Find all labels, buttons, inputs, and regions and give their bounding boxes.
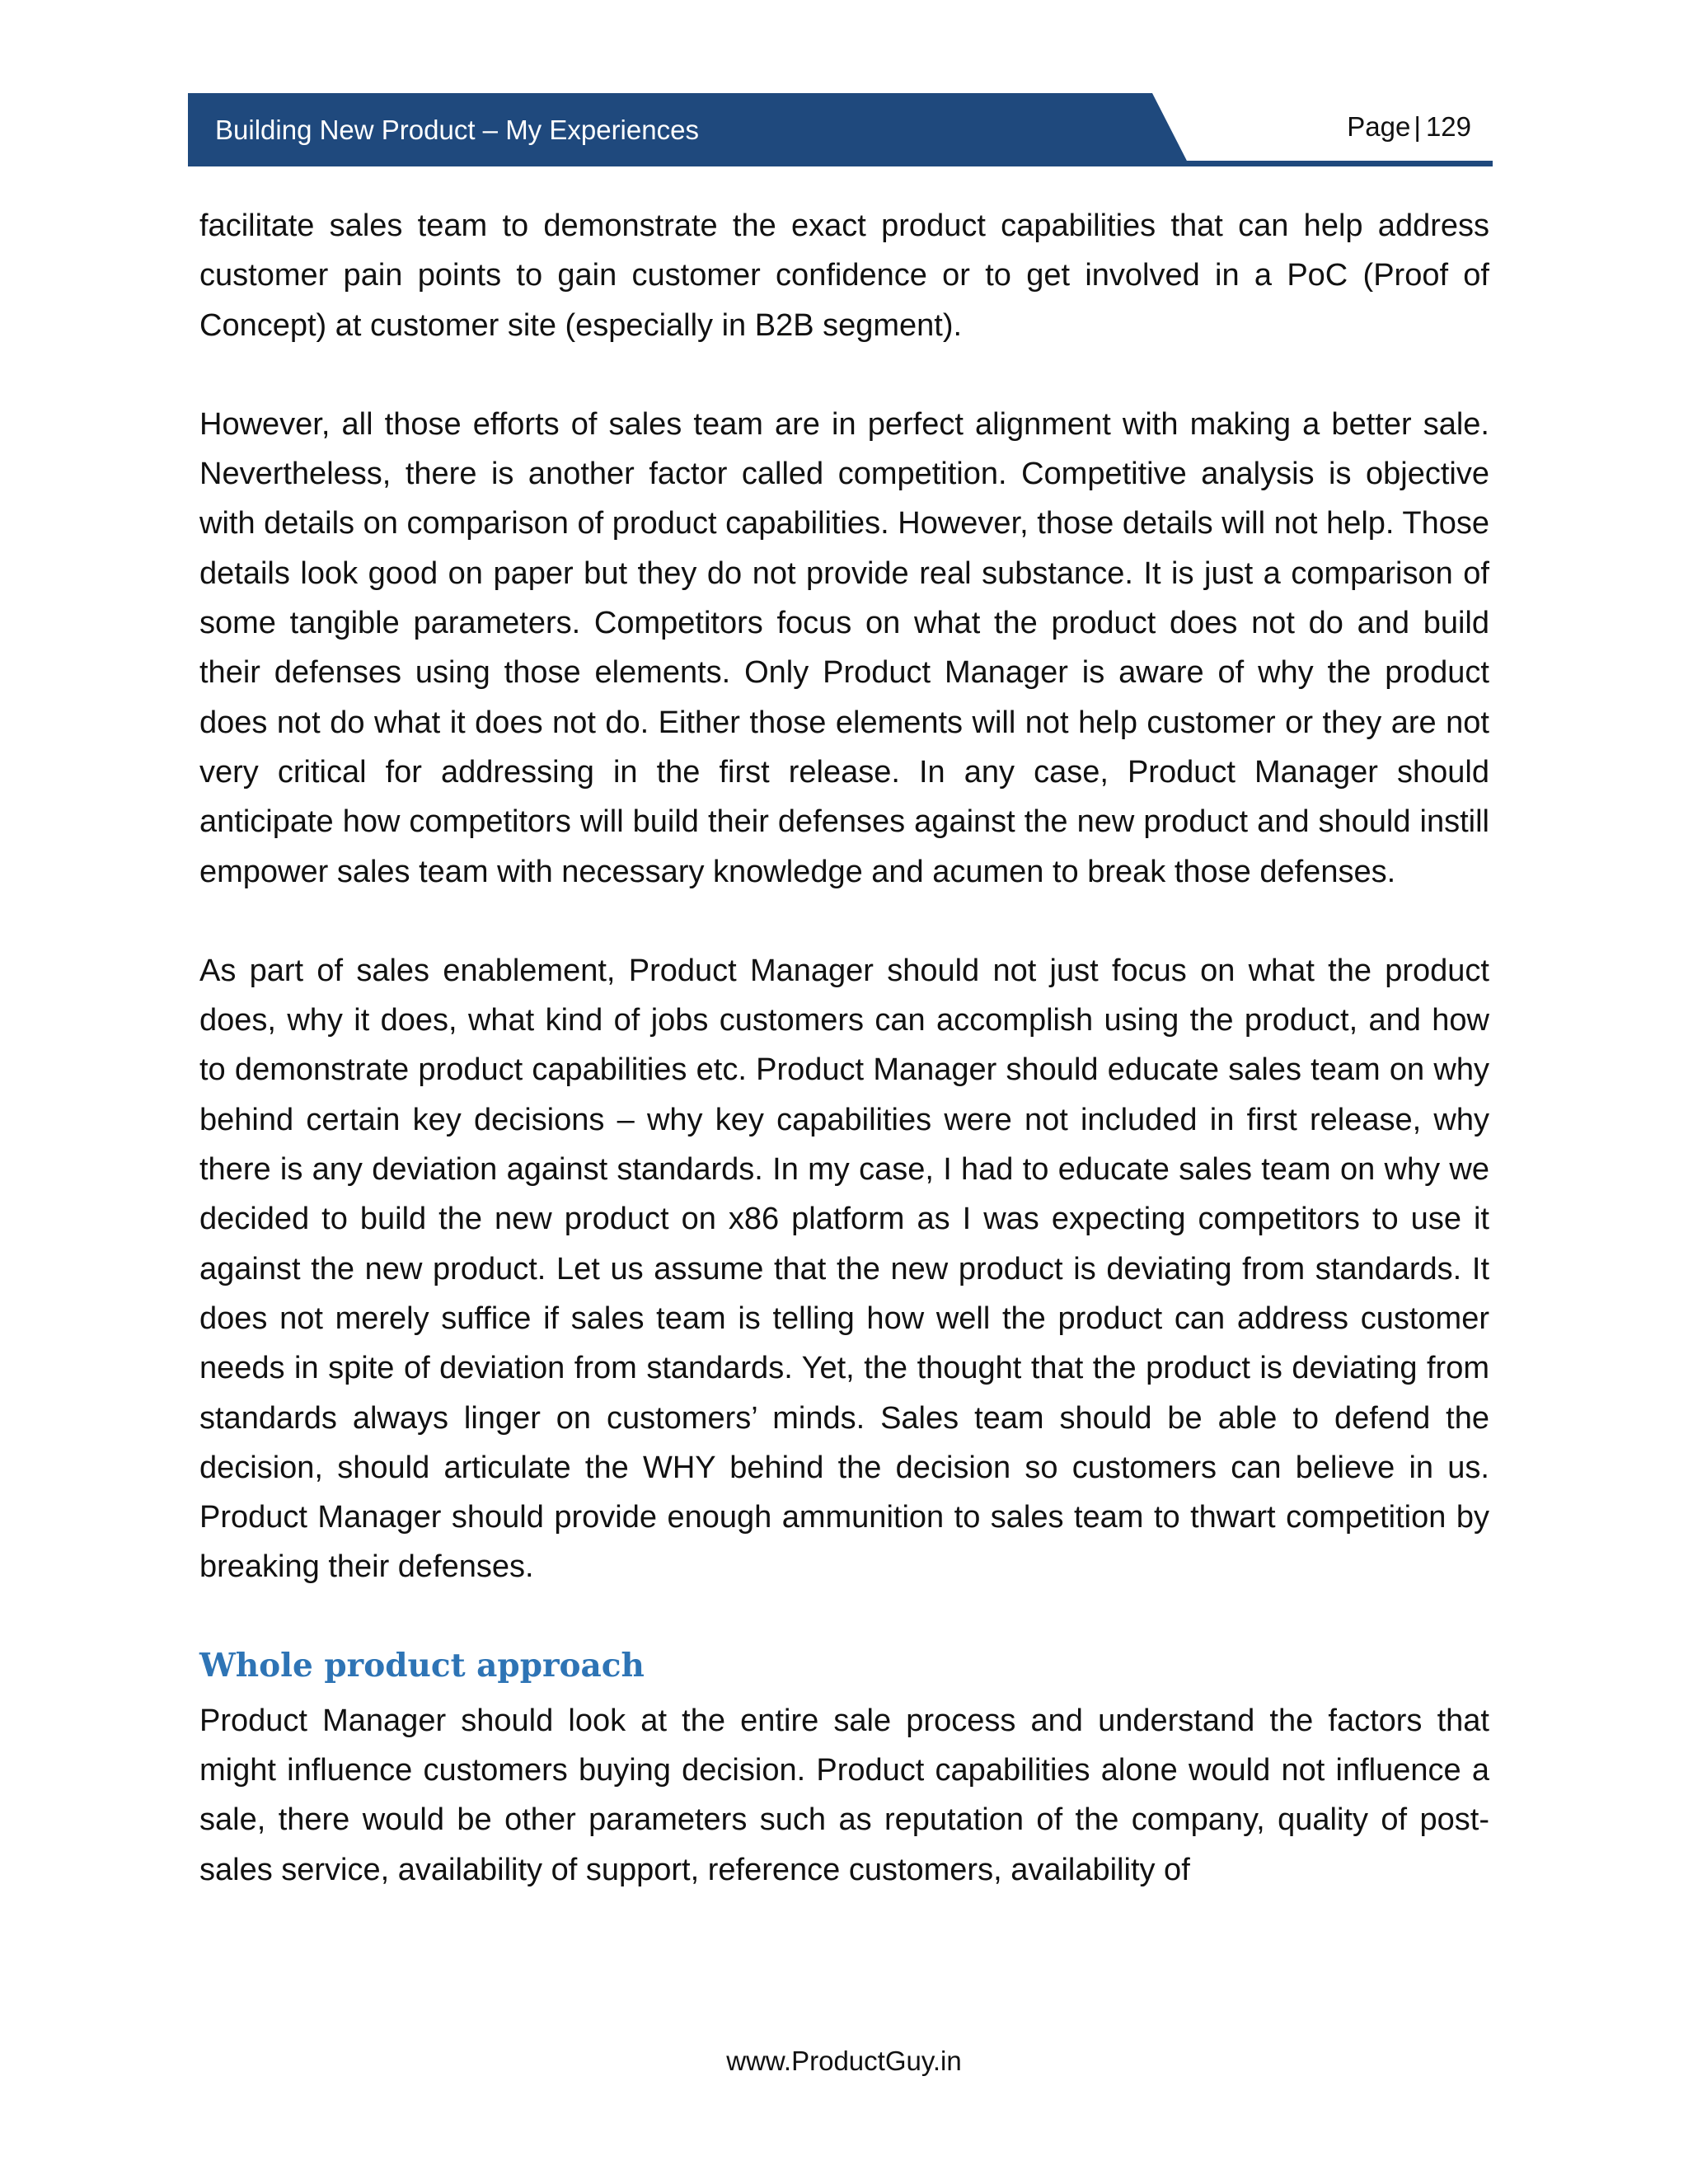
paragraph-sales-enablement: As part of sales enablement, Product Manager should not just focus on what the product does, why it does, what kind of jobs customers can accomplish using the product, and how to demonstrate product capabilities etc. Product Manager should educate sales team on why behind certain key decisions – why key capabilities were not included in first release, why there is any deviation against standards. In my case, I had to educate sales team on why we decided to build the new product on x86 platform as I was expecting competitors to use it against the new product. Let us assume that the new product is deviating from standards. It does not merely suffice if sales team is telling how well the product can address customer needs in spite of deviation from standards. Yet, the thought that the product is deviating from standards always linger on customers’ minds. Sales team should be able to defend the decision, should articulate the WHY behind the decision so customers can believe in us. Product Manager should provide enough ammunition to sales team to thwart competition by breaking their defenses. xyxy=(199,953,1489,1585)
page-number-label xyxy=(1347,111,1471,143)
book-title: Building New Product – My Experiences xyxy=(215,115,699,145)
section-heading: Whole product approach xyxy=(199,1646,645,1685)
footer-website: www.ProductGuy.in xyxy=(726,2046,962,2076)
page-header xyxy=(188,93,1493,167)
page-label: Page xyxy=(1347,111,1411,142)
paragraph-sales-demo: facilitate sales team to demonstrate the exact product capabilities that can help address customer pain points to gain customer confidence or to get involved in a PoC (Proof of Concept) at customer site (especially in B2B segment). xyxy=(199,209,1489,343)
page-body xyxy=(199,201,1489,1944)
page-separator: | xyxy=(1414,111,1421,142)
header-rule xyxy=(188,161,1493,166)
paragraph-competition: However, all those efforts of sales team are in perfect alignment with making a better sale. Nevertheless, there is another factor called competition. Competitive analysis is objective with details on comparison of product capabilities. However, those details will not help. Those details look good on paper but they do not provide real substance. It is just a comparison of some tangible parameters. Competitors focus on what the product does not do and build their defenses using those elements. Only Product Manager is aware of why the product does not do what it does not do. Either those elements will not help customer or they are not very critical for addressing in the first release. In any case, Product Manager should anticipate how competitors will build their defenses against the new product and should instill empower sales team with necessary knowledge and acumen to break those defenses. xyxy=(199,406,1489,889)
paragraph-whole-product: Product Manager should look at the entire sale process and understand the factors that might influence customers buying decision. Product capabilities alone would not influence a sale, there would be other parameters such as reputation of the company, quality of post-sales service, availability of support, reference customers, availability of xyxy=(199,1703,1489,1887)
page-number: 129 xyxy=(1425,111,1471,142)
